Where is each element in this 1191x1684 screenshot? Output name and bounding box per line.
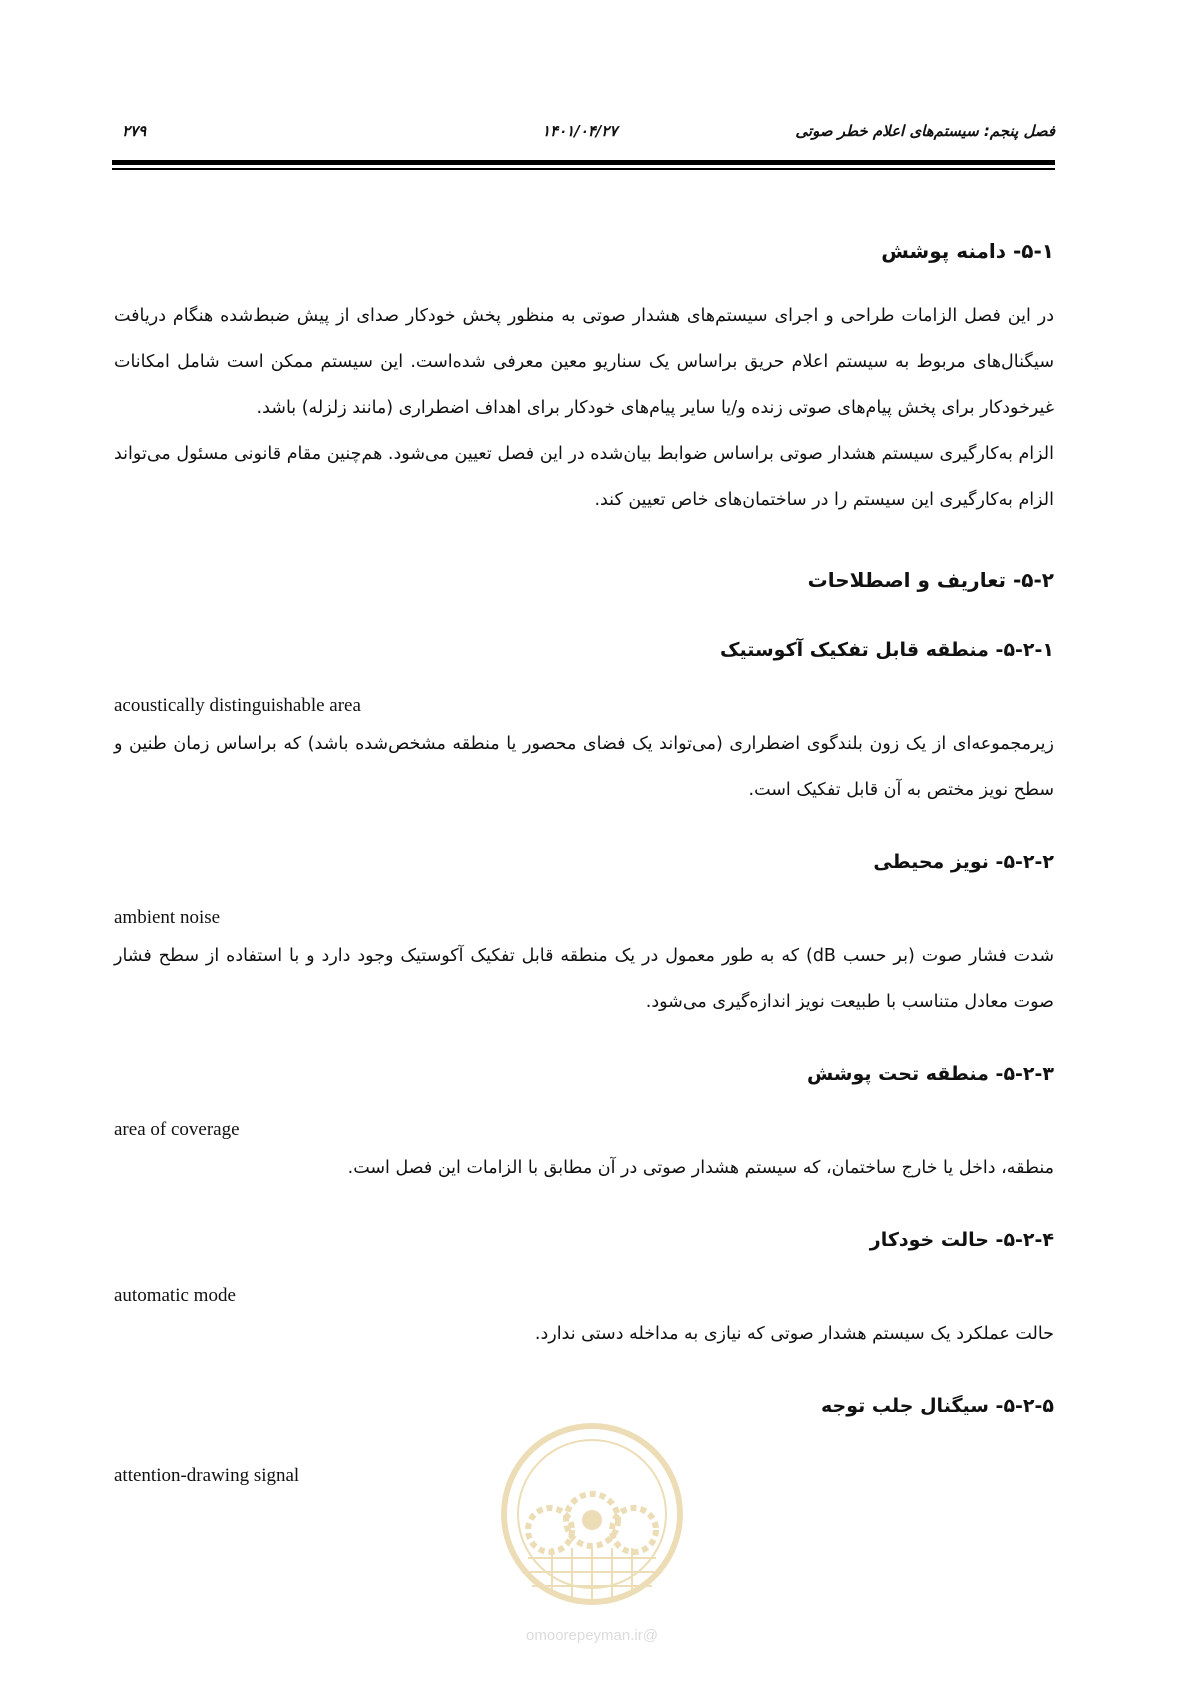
definition-term-en: ambient noise xyxy=(114,907,221,928)
definition-text: شدت فشار صوت (بر حسب dB) که به طور معمول در یک منطقه قابل تفکیک آکوستیک وجود دارد و با استفاده از سطح فشار صوت معادل متناسب با طبیعت نویز اندازه‌گیری می‌شود. xyxy=(114,946,1054,1012)
page-number: ۲۷۹ xyxy=(122,122,147,140)
definition-title: ۵-۲-۵- سیگنال جلب توجه xyxy=(821,1395,1054,1417)
scope-paragraph-1: در این فصل الزامات طراحی و اجرای سیستم‌های هشدار صوتی به منظور پخش خودکار صدای از پیش ضبط‌شده هنگام دریافت سیگنال‌های مربوط به سیستم اعلام حریق براساس یک سناریو معین معرفی شده‌است. این سیستم ممکن است شامل امکانات غیرخودکار برای پخش پیام‌های صوتی زنده و/یا سایر پیام‌های خودکار برای اهداف اضطراری (مانند زلزله) باشد. xyxy=(114,306,1054,418)
definition-text: منطقه، داخل یا خارج ساختمان، که سیستم هشدار صوتی در آن مطابق با الزامات این فصل است. xyxy=(347,1158,1054,1178)
definition-term-en: automatic mode xyxy=(114,1285,236,1306)
header-rule-thin xyxy=(112,168,1055,170)
definition-text: زیرمجموعه‌ای از یک زون بلندگوی اضطراری (می‌تواند یک فضای محصور یا منطقه مشخص‌شده باشد) که براساس زمان طنین و سطح نویز مختص به آن قابل تفکیک است. xyxy=(114,734,1054,800)
section-title-definitions: ۵-۲- تعاریف و اصطلاحات xyxy=(807,568,1054,592)
header-rule-thick xyxy=(112,160,1055,165)
definition-title: ۵-۲-۳- منطقه تحت پوشش xyxy=(806,1063,1054,1085)
page-body xyxy=(114,236,1054,1491)
section-title-scope: ۵-۱- دامنه پوشش xyxy=(881,239,1054,263)
definition-term-en: acoustically distinguishable area xyxy=(114,695,361,716)
definition-title: ۵-۲-۲- نویز محیطی xyxy=(873,851,1054,873)
definition-text: حالت عملکرد یک سیستم هشدار صوتی که نیازی به مداخله دستی ندارد. xyxy=(534,1324,1054,1344)
header-date: ۱۴۰۱/۰۴/۲۷ xyxy=(542,122,618,140)
watermark-logo-icon xyxy=(492,1418,692,1648)
scope-paragraph-2: الزام به‌کارگیری سیستم هشدار صوتی براساس ضوابط بیان‌شده در این فصل تعیین می‌شود. هم‌چنین مقام قانونی مسئول می‌تواند الزام به‌کارگیری این سیستم را در ساختمان‌های خاص تعیین کند. xyxy=(114,444,1054,510)
definition-title: ۵-۲-۱- منطقه قابل تفکیک آکوستیک xyxy=(720,639,1054,661)
watermark-text: @omoorepeyman.ir xyxy=(526,1627,658,1644)
definition-term-en: area of coverage xyxy=(114,1119,240,1140)
chapter-title: فصل پنجم: سیستم‌های اعلام خطر صوتی xyxy=(795,122,1055,140)
definition-title: ۵-۲-۴- حالت خودکار xyxy=(869,1229,1054,1251)
page-header xyxy=(112,122,1055,152)
definition-term-en: attention-drawing signal xyxy=(114,1465,300,1486)
